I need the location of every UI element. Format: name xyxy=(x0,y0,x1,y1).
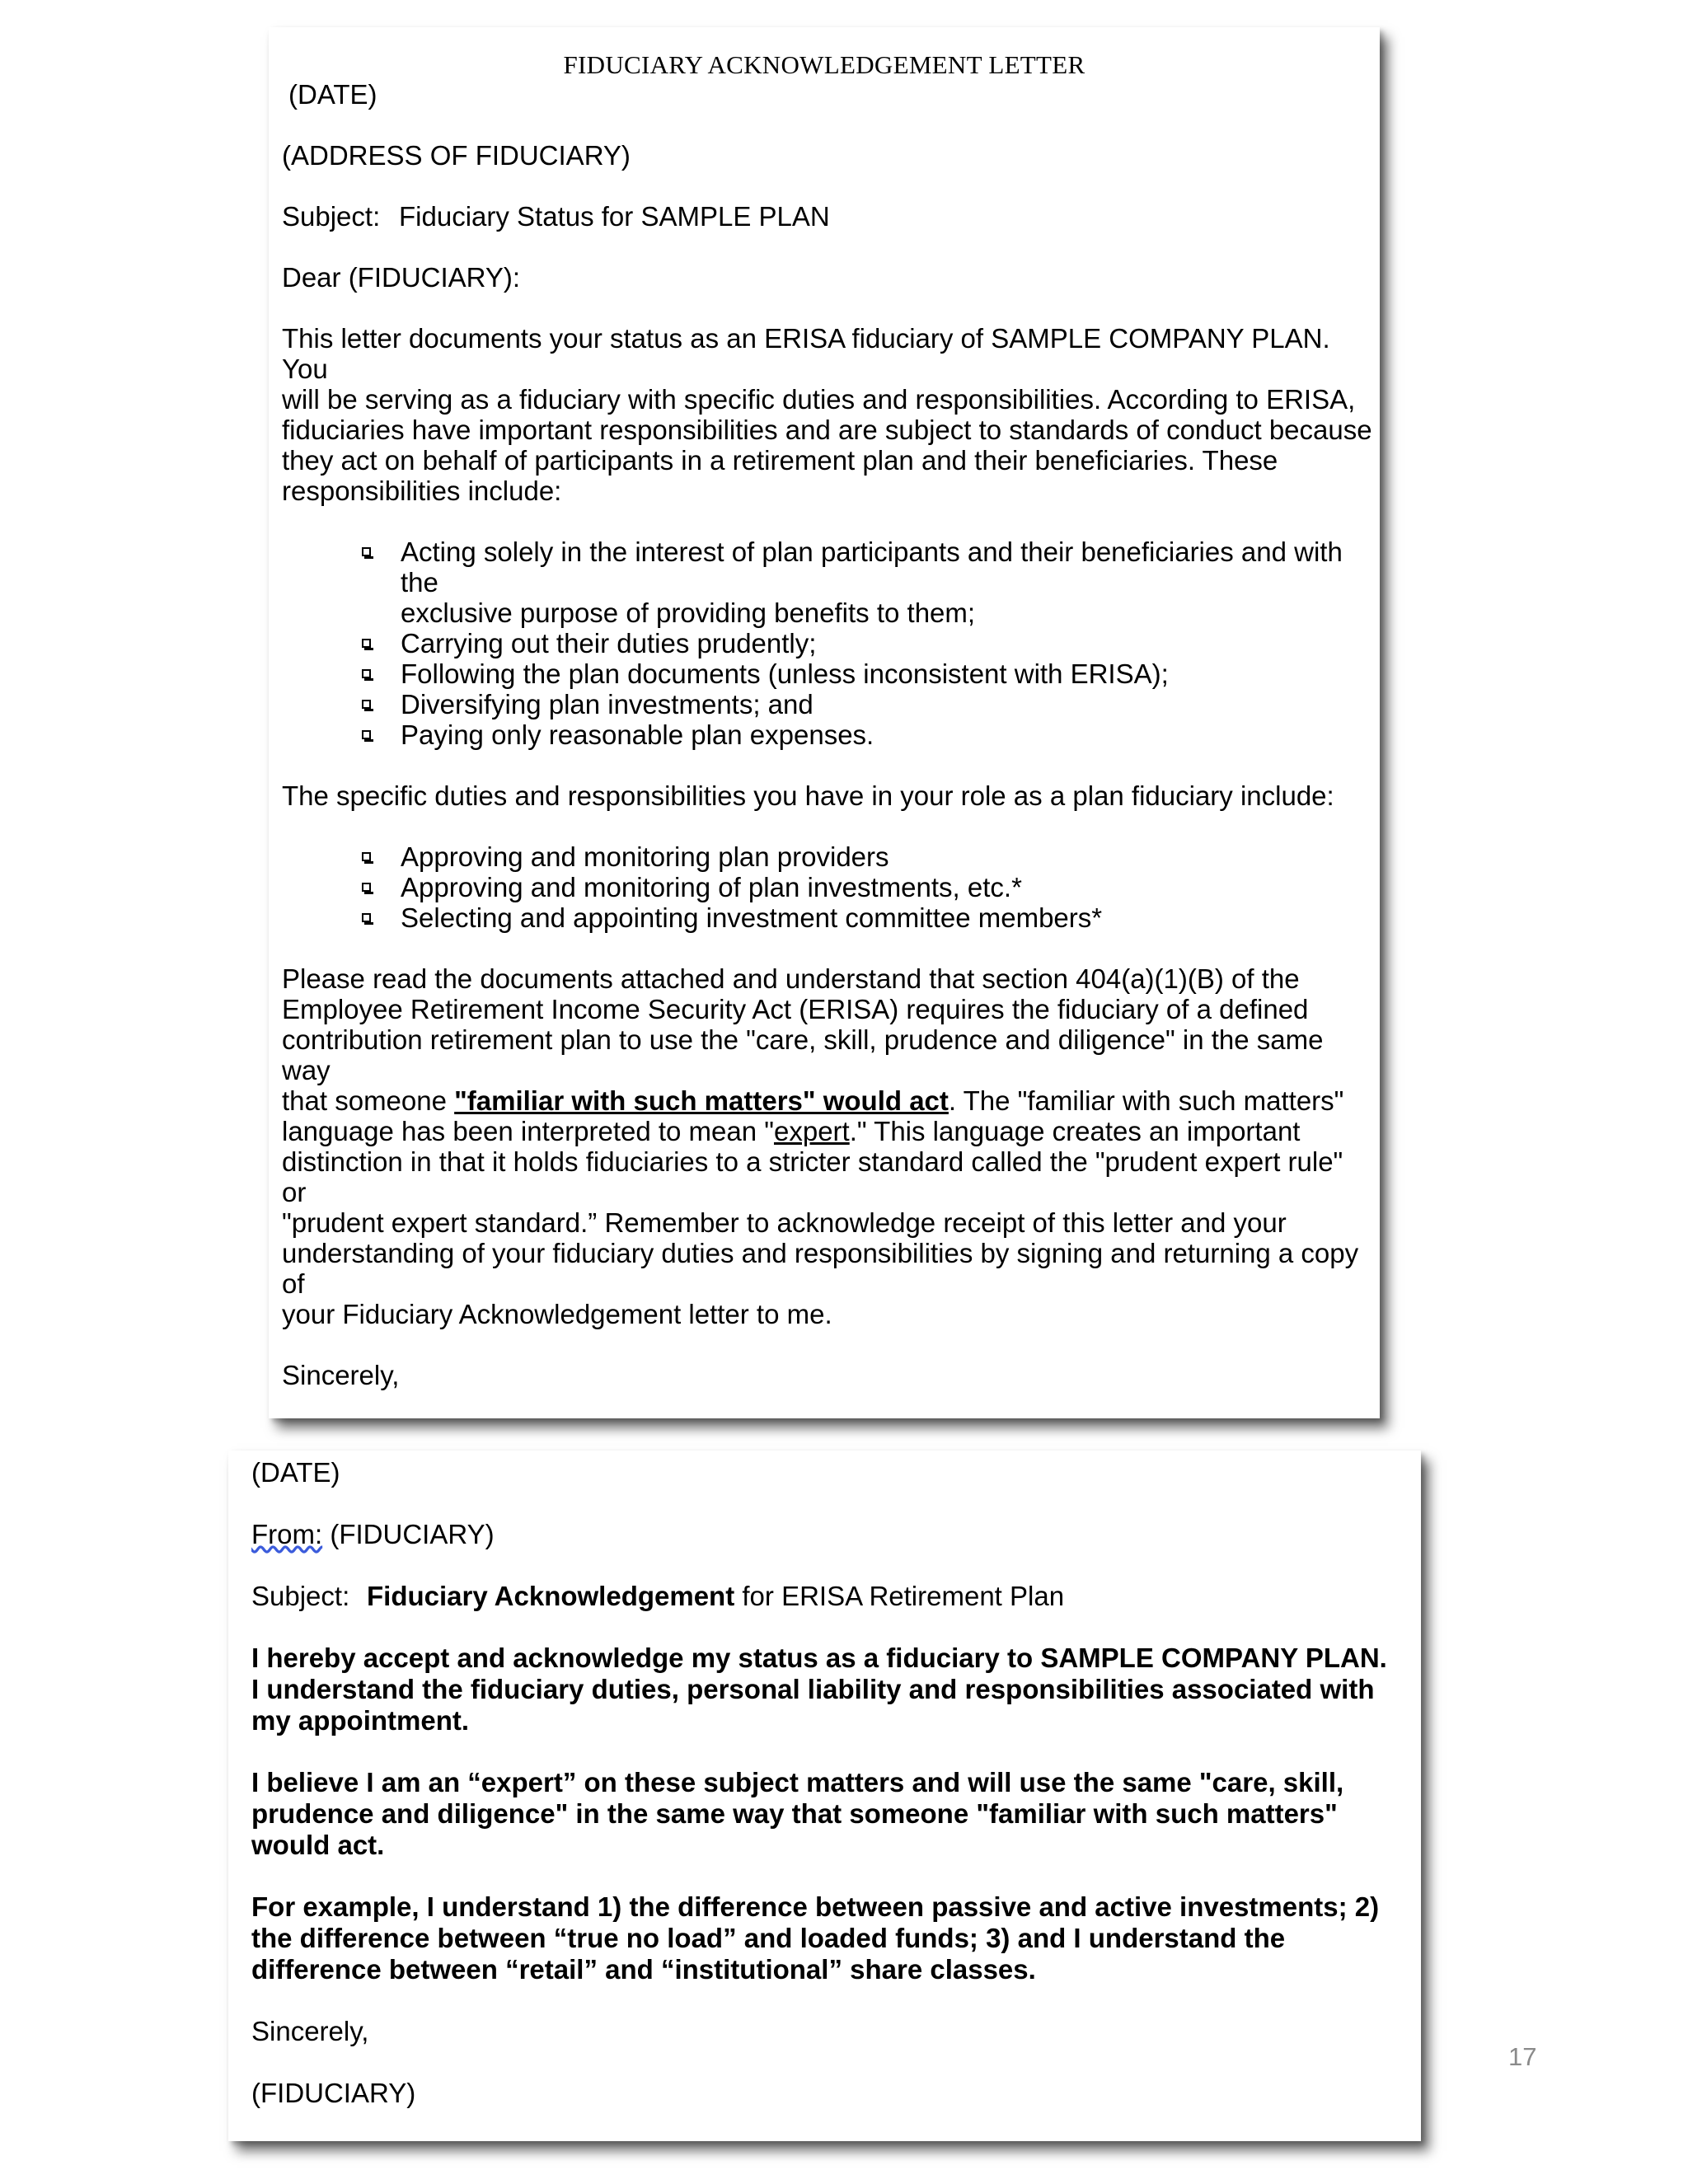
subject-text: Fiduciary Status for SAMPLE PLAN xyxy=(399,201,830,232)
signature-block: (FIDUCIARY) xyxy=(251,2078,416,2108)
text-line xyxy=(282,1085,1374,1116)
text-line: prudence and diligence" in the same way that someone "familiar with such matters" xyxy=(251,1798,1338,1829)
text-line: the difference between “true no load” and loaded funds; 3) and I understand the xyxy=(251,1923,1286,1953)
text-line: difference between “retail” and “institutional” share classes. xyxy=(251,1954,1036,1985)
list-item xyxy=(401,719,1374,750)
text-line: my appointment. xyxy=(251,1705,470,1736)
text-line: responsibilities include: xyxy=(282,476,562,506)
checkbox-bullet-icon xyxy=(362,669,371,678)
text-line: contribution retirement plan to use the "care, skill, prudence and diligence" in the same way xyxy=(282,1024,1324,1085)
text-span: ." This language creates an important xyxy=(849,1116,1301,1146)
date-line: (DATE) xyxy=(288,79,377,110)
example-paragraph xyxy=(251,1891,1418,1985)
list-item-text: Approving and monitoring of plan investments, etc.* xyxy=(401,872,1022,902)
erisa-paragraph xyxy=(282,963,1374,1329)
text-line: For example, I understand 1) the difference between passive and active investments; 2) xyxy=(251,1891,1380,1922)
expert-paragraph xyxy=(251,1767,1418,1861)
letter-body xyxy=(251,1457,1418,2109)
text-span: that someone xyxy=(282,1085,455,1116)
fiduciary-status-letter xyxy=(269,27,1380,1418)
from-text: (FIDUCIARY) xyxy=(330,1519,495,1549)
subject-line xyxy=(251,1581,1418,1612)
text-line: I understand the fiduciary duties, personal liability and responsibilities associated with xyxy=(251,1674,1375,1704)
text-line: understanding of your fiduciary duties and responsibilities by signing and returning a copy of xyxy=(282,1238,1359,1299)
checkbox-bullet-icon xyxy=(362,883,371,892)
list-item xyxy=(401,628,1374,658)
subject-label: Subject: xyxy=(282,201,381,232)
list-item-text: Carrying out their duties prudently; xyxy=(401,628,817,658)
list-item-text: Paying only reasonable plan expenses. xyxy=(401,719,874,750)
text-line: would act. xyxy=(251,1830,385,1860)
list-item-text: Selecting and appointing investment committee members* xyxy=(401,902,1103,933)
address-line: (ADDRESS OF FIDUCIARY) xyxy=(282,140,631,171)
text-span: language has been interpreted to mean " xyxy=(282,1116,774,1146)
checkbox-bullet-icon xyxy=(362,730,371,739)
text-line: I believe I am an “expert” on these subject matters and will use the same "care, skill, xyxy=(251,1767,1344,1797)
text-line: they act on behalf of participants in a retirement plan and their beneficiaries. These xyxy=(282,445,1278,476)
checkbox-bullet-icon xyxy=(362,547,371,556)
acceptance-paragraph xyxy=(251,1643,1418,1736)
text-line: Employee Retirement Income Security Act (ERISA) requires the fiduciary of a defined xyxy=(282,994,1309,1024)
checkbox-bullet-icon xyxy=(362,852,371,861)
text-line: will be serving as a fiduciary with specific duties and responsibilities. According to ERISA, xyxy=(282,384,1356,415)
list-item xyxy=(401,902,1374,933)
page-number: 17 xyxy=(1508,2042,1537,2071)
emphasis-expert: expert xyxy=(773,1116,850,1146)
text-line: "prudent expert standard.” Remember to acknowledge receipt of this letter and your xyxy=(282,1207,1287,1238)
closing: Sincerely, xyxy=(282,1360,400,1390)
emphasis-familiar: "familiar with such matters" would act xyxy=(454,1085,949,1116)
letter-body xyxy=(282,79,1374,1418)
checkbox-bullet-icon xyxy=(362,639,371,648)
list-item-text: exclusive purpose of providing benefits to them; xyxy=(401,598,976,628)
list-item-text: Approving and monitoring plan providers xyxy=(401,841,889,872)
subject-line xyxy=(282,201,1374,232)
letter-title: FIDUCIARY ACKNOWLEDGEMENT LETTER xyxy=(563,50,1085,79)
date-line: (DATE) xyxy=(251,1457,340,1488)
specific-duties-intro: The specific duties and responsibilities you have in your role as a plan fiduciary include: xyxy=(282,780,1334,811)
specific-duties-list xyxy=(282,841,1374,933)
text-span: . The "familiar with such matters" xyxy=(948,1085,1344,1116)
list-item xyxy=(401,537,1374,628)
closing: Sincerely, xyxy=(251,2016,369,2046)
from-label: From: xyxy=(251,1519,323,1549)
subject-rest: for ERISA Retirement Plan xyxy=(734,1581,1065,1611)
text-line: fiduciaries have important responsibilities and are subject to standards of conduct because xyxy=(282,415,1372,445)
list-item xyxy=(401,689,1374,719)
checkbox-bullet-icon xyxy=(362,913,371,922)
list-item-text: Acting solely in the interest of plan participants and their beneficiaries and with the xyxy=(401,537,1343,598)
list-item-text: Following the plan documents (unless inconsistent with ERISA); xyxy=(401,658,1169,689)
text-line: This letter documents your status as an ERISA fiduciary of SAMPLE COMPANY PLAN. You xyxy=(282,323,1330,384)
salutation: Dear (FIDUCIARY): xyxy=(282,262,521,293)
intro-paragraph xyxy=(282,323,1374,506)
text-line: your Fiduciary Acknowledgement letter to me. xyxy=(282,1299,832,1329)
list-item xyxy=(401,841,1374,872)
fiduciary-acknowledgement-reply xyxy=(228,1451,1421,2141)
text-line: distinction in that it holds fiduciaries to a stricter standard called the "prudent expert rule" or xyxy=(282,1146,1343,1207)
text-line xyxy=(282,1116,1374,1146)
from-line xyxy=(251,1519,1418,1550)
list-item xyxy=(401,872,1374,902)
list-item-text: Diversifying plan investments; and xyxy=(401,689,814,719)
checkbox-bullet-icon xyxy=(362,700,371,709)
list-item xyxy=(401,658,1374,689)
text-line: I hereby accept and acknowledge my status as a fiduciary to SAMPLE COMPANY PLAN. xyxy=(251,1643,1387,1673)
subject-label: Subject: xyxy=(251,1581,350,1611)
subject-bold: Fiduciary Acknowledgement xyxy=(367,1581,735,1611)
responsibilities-list xyxy=(282,537,1374,750)
text-line: Please read the documents attached and understand that section 404(a)(1)(B) of the xyxy=(282,963,1300,994)
